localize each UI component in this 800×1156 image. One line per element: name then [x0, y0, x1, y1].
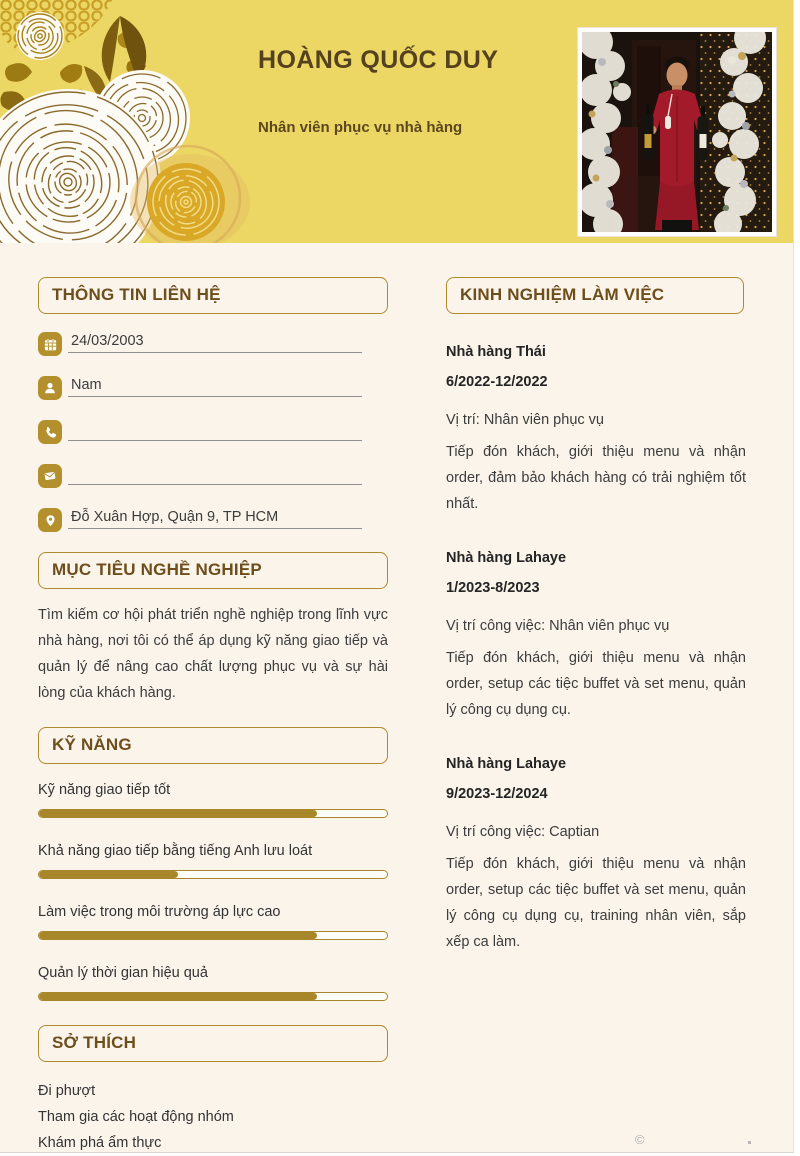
address-value: Đỗ Xuân Hợp, Quận 9, TP HCM — [68, 508, 362, 529]
job-position: Vị trí công việc: Captian — [446, 824, 600, 840]
phone-icon — [38, 420, 62, 444]
section-header-contact — [38, 277, 388, 314]
section-header-hobbies — [38, 1025, 388, 1062]
skill-label: Kỹ năng giao tiếp tốt — [38, 782, 171, 798]
job-entry — [446, 549, 746, 723]
copyright-watermark: © — [635, 1132, 645, 1147]
gender-value: Nam — [68, 376, 362, 397]
section-title: THÔNG TIN LIÊN HỆ — [52, 285, 221, 304]
section-title: KỸ NĂNG — [52, 735, 132, 754]
section-title: SỞ THÍCH — [52, 1033, 137, 1052]
floral-decoration-icon — [0, 0, 270, 243]
skill-item — [38, 903, 388, 940]
right-column — [446, 277, 746, 1153]
job-company: Nhà hàng Thái — [446, 344, 546, 360]
job-entry — [446, 755, 746, 955]
skill-bar — [38, 870, 388, 879]
skill-list — [38, 781, 388, 1001]
job-position: Vị trí công việc: Nhân viên phục vụ — [446, 618, 670, 634]
contact-row-phone — [38, 420, 388, 444]
skill-label: Làm việc trong môi trường áp lực cao — [38, 904, 281, 920]
mail-icon — [38, 464, 62, 488]
watermark-dot — [748, 1141, 751, 1144]
section-header-experience — [446, 277, 744, 314]
section-header-skills — [38, 727, 388, 764]
job-period: 6/2022-12/2022 — [446, 374, 548, 390]
email-value — [68, 464, 362, 485]
section-title: MỤC TIÊU NGHỀ NGHIỆP — [52, 560, 262, 579]
user-icon — [38, 376, 62, 400]
person-name: HOÀNG QUỐC DUY — [258, 46, 499, 74]
skill-item — [38, 842, 388, 879]
skill-item — [38, 781, 388, 818]
job-company: Nhà hàng Lahaye — [446, 756, 567, 772]
job-entry — [446, 343, 746, 517]
skill-item — [38, 964, 388, 1001]
contact-list — [38, 332, 388, 532]
phone-value — [68, 420, 362, 441]
job-position: Vị trí: Nhân viên phục vụ — [446, 412, 604, 428]
contact-row-gender — [38, 376, 388, 400]
skill-bar-fill — [39, 932, 317, 939]
birthday-value: 24/03/2003 — [68, 332, 362, 353]
job-description: Tiếp đón khách, giới thiệu menu và nhận order, setup các tiệc buffet và set menu, quản lý công cụ dụng cụ. — [446, 650, 746, 718]
section-title: KINH NGHIỆM LÀM VIỆC — [460, 285, 665, 304]
skill-bar — [38, 809, 388, 818]
job-period: 9/2023-12/2024 — [446, 786, 548, 802]
hobby-item: Khám phá ẩm thực — [38, 1135, 162, 1151]
section-header-objective — [38, 552, 388, 589]
cv-header — [0, 0, 793, 243]
skill-label: Quản lý thời gian hiệu quả — [38, 965, 208, 981]
skill-label: Khả năng giao tiếp bằng tiếng Anh lưu loát — [38, 843, 313, 859]
skill-bar-fill — [39, 871, 178, 878]
profile-photo — [578, 28, 776, 236]
skill-bar-fill — [39, 810, 317, 817]
hobby-list — [38, 1078, 388, 1153]
contact-row-birthday — [38, 332, 388, 356]
objective-text: Tìm kiếm cơ hội phát triển nghề nghiệp trong lĩnh vực nhà hàng, nơi tôi có thể áp dụng kỹ năng giao tiếp và quản lý để nâng cao chất lượng phục vụ và sự hài lòng của khách hàng. — [38, 607, 388, 701]
hobby-item: Tham gia các hoạt động nhóm — [38, 1109, 234, 1125]
person-job-title: Nhân viên phục vụ nhà hàng — [258, 119, 463, 136]
job-description: Tiếp đón khách, giới thiệu menu và nhận order, setup các tiệc buffet và set menu, quản lý công cụ dụng cụ, training nhân viên, sắp xếp ca làm. — [446, 856, 746, 950]
left-column — [38, 277, 388, 1153]
skill-bar-fill — [39, 993, 317, 1000]
profile-photo-image — [582, 32, 772, 232]
location-icon — [38, 508, 62, 532]
contact-row-address — [38, 508, 388, 532]
calendar-icon — [38, 332, 62, 356]
skill-bar — [38, 931, 388, 940]
job-period: 1/2023-8/2023 — [446, 580, 540, 596]
hobby-item: Đi phượt — [38, 1083, 96, 1099]
job-company: Nhà hàng Lahaye — [446, 550, 567, 566]
job-description: Tiếp đón khách, giới thiệu menu và nhận order, đảm bảo khách hàng có trải nghiệm tốt nhất. — [446, 444, 746, 512]
skill-bar — [38, 992, 388, 1001]
contact-row-email — [38, 464, 388, 488]
